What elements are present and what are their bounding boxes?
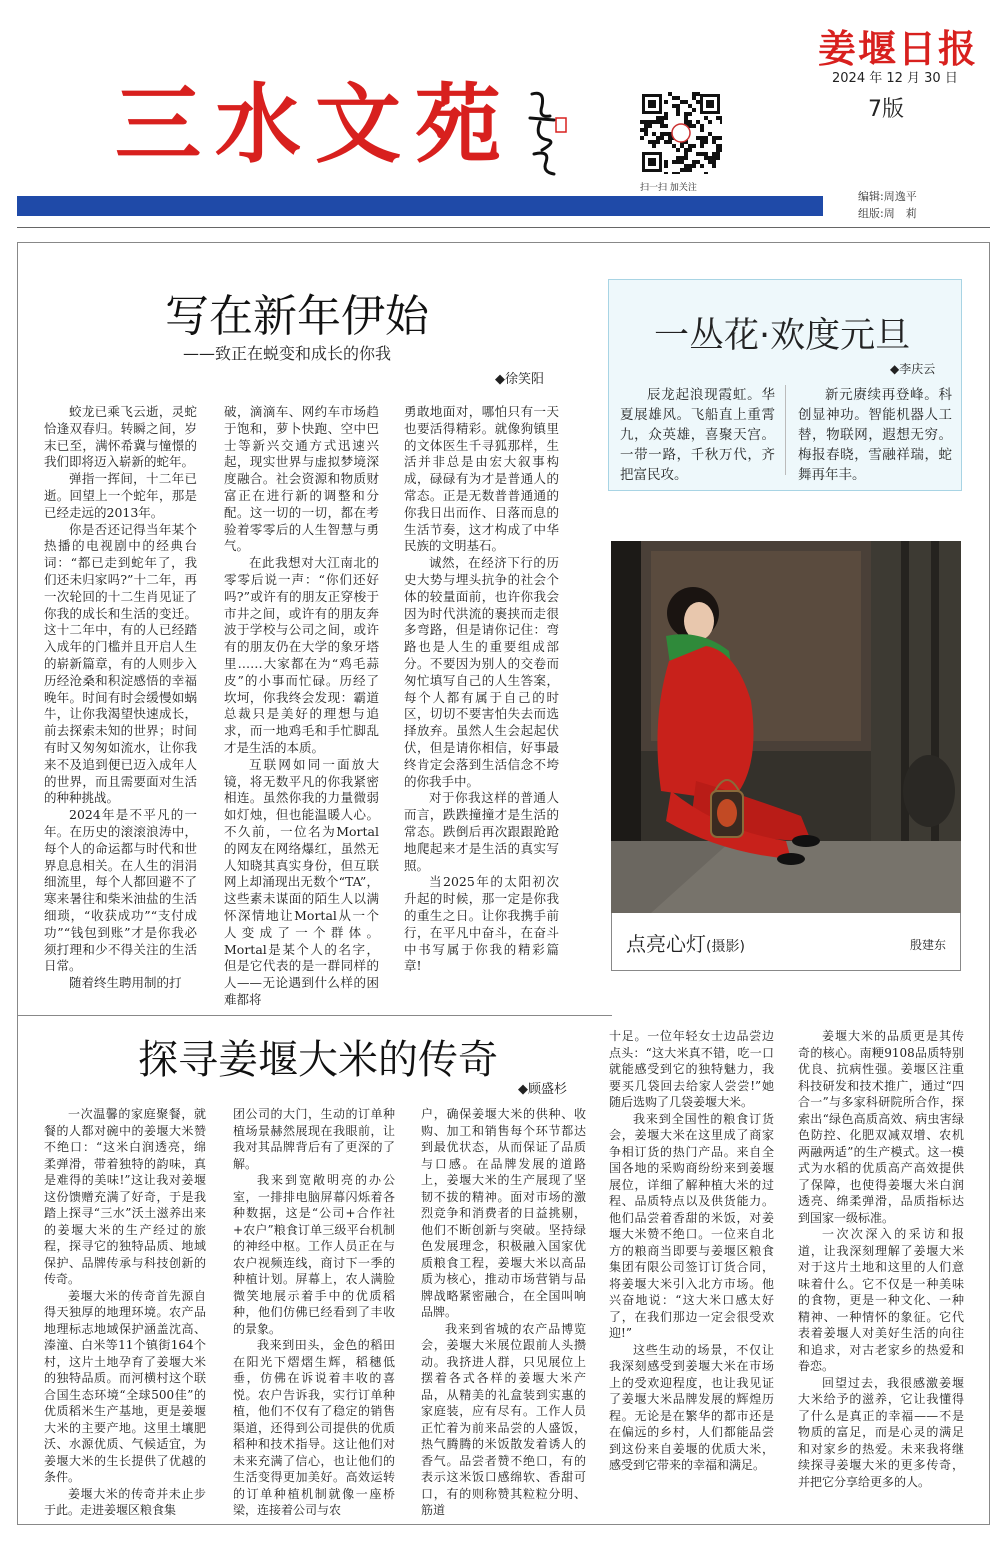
paragraph: 户，确保姜堰大米的供种、收购、加工和销售每个环节都达到最优状态，从而保证了品质与口感。在品牌发展的道路上，姜堰大米的生产展现了坚韧不拔的精神。面对市场的激烈竞争和消费者的日益挑剔，他们不断创新与突破。坚持绿色发展理念，积极融入国家优质粮食工程，姜堰大米以高品质为核心，推动市场营销与品牌战略紧密融合，在全国叫响品牌。 <box>421 1107 586 1319</box>
article1-subtitle: ——致正在蜕变和成长的你我 <box>183 344 392 363</box>
paragraph: 对于你我这样的普通人而言，跌跌撞撞才是生活的常态。跌倒后再次跟跟跄跄地爬起来才是生活的真实写照。 <box>404 790 559 873</box>
article1-column-1 <box>44 404 197 992</box>
photo-title: 点亮心灯 <box>626 932 706 956</box>
paragraph: 随着终生聘用制的打 <box>69 975 182 991</box>
paragraph: 当2025年的太阳初次升起的时候，那一定是你我的重生之日。让你我携手前行，在平凡中奋斗，在奋斗中书写属于你我的精彩篇章! <box>404 874 559 974</box>
editor-name: 编辑:周逸平 <box>858 190 917 203</box>
paragraph: 我来到田头，金色的稻田在阳光下熠熠生辉，稻穗低垂，仿佛在诉说着丰收的喜悦。农户告诉我，实行订单种植，他们不仅有了稳定的销售渠道，还得到公司提供的优质稻种和技术指导。这让他们对未来充满了信心，也让他们的生活变得更加美好。高效运转的订单种植机制就像一座桥梁，连接着公司与农 <box>233 1338 395 1517</box>
article2-column-1 <box>44 1106 206 1519</box>
layout-name: 组版:周 莉 <box>858 207 917 220</box>
article1-column-2 <box>224 404 379 1009</box>
paragraph: 破，滴滴车、网约车市场趋于饱和，萝卜快跑、空中巴士等新兴交通方式迅速兴起，现实世界与虚拟梦境深度融合。社会资源和物质财富正在进行新的调整和分配。这一切的一切，都在考验着零零后的人生智慧与勇气。 <box>224 404 379 554</box>
paragraph: 你是否还记得当年某个热播的电视剧中的经典台词：“都已走到蛇年了，我们还未归家吗?”十二年，再一次轮回的十二生肖见证了你我的成长和生活的变迁。这十二年中，有的人已经踏入成年的门槛并且开启人生的崭新篇章，有的人则步入历经沧桑和积淀感悟的幸福晚年。时间有时会缓慢如蜗牛，让你我渴望快速成长，前去探索未知的世界；时间有时又匆匆如流水，让你我来不及追到便已迈入成年人的世界，而且需要面对生活的种种挑战。 <box>44 521 197 806</box>
photo-woman-with-lantern <box>611 541 961 913</box>
editor-credits <box>858 188 917 222</box>
header-rule <box>17 227 990 228</box>
article1-column-3 <box>404 404 559 975</box>
paragraph: 弹指一挥间，十二年已逝。回望上一个蛇年，那是已经走远的2013年。 <box>44 471 197 520</box>
masthead-title: 三水文苑 <box>115 75 515 175</box>
issue-date: 2024 年 12 月 30 日 <box>832 71 958 86</box>
signature-calligraphy <box>520 88 570 178</box>
poem-title: 一丛花·欢度元旦 <box>654 316 911 356</box>
article2-column-2 <box>233 1106 395 1519</box>
paragraph: 十足。一位年轻女士边品尝边点头：“这大米真不错，吃一口就能感受到它的独特魅力，我要买几袋回去给家人尝尝!”她随后选购了几袋姜堰大米。 <box>609 1029 774 1109</box>
poem-right-stanza <box>798 385 952 485</box>
photo-caption-note: (摄影) <box>706 939 745 955</box>
paragraph: 诚然，在经济下行的历史大势与埋头抗争的社会个体的较量面前，也许你我会因为时代洪流的裹挟而走很多弯路，但是请你记住：弯路也是人生的重要组成部分。不要因为别人的交卷而匆忙填写自己的人生答案，每个人都有属于自己的时区，切切不要害怕失去而选择放弃。虽然人生会起起伏伏，但是请你相信，好事最终肯定会落到生活信念不垮的你我手中。 <box>404 555 559 789</box>
article1-author: ◆徐笑阳 <box>495 372 544 387</box>
poem-author: ◆李庆云 <box>890 362 936 376</box>
paragraph: 这些生动的场景，不仅让我深刻感受到姜堰大米在市场上的受欢迎程度，也让我见证了姜堰大米品牌发展的辉煌历程。无论是在繁华的都市还是在偏远的乡村，人们都能品尝到这份来自姜堰的优质大米，感受到它带来的幸福和满足。 <box>609 1342 774 1472</box>
paragraph: 姜堰大米的品质更是其传奇的核心。南粳9108品质特别优良、抗病性强。姜堰区注重科技研发和技术推广，通过“四合一”与多家科研院所合作，探索出“绿色高质高效、病虫害绿色防控、化肥双减双增、农机两融两适”的生产模式。这一模式为水稻的优质高产高效提供了保障，也使得姜堰大米白润透亮、绵柔弹滑，品质指标达到国家一级标准。 <box>798 1029 964 1225</box>
photo-author: 殷建东 <box>910 938 947 952</box>
article1-title: 写在新年伊始 <box>165 291 429 342</box>
article2-column-5 <box>798 1028 964 1490</box>
signature-text <box>534 90 535 91</box>
poem-left-stanza <box>620 385 775 485</box>
article2-author: ◆顾盛杉 <box>518 1082 567 1097</box>
header-bar <box>17 196 823 216</box>
page-number: 7版 <box>868 97 904 122</box>
paragraph: 团公司的大门，生动的订单种植场景赫然展现在我眼前，让我对其品牌背后有了更深的了解。 <box>233 1107 395 1171</box>
paragraph: 2024年是不平凡的一年。在历史的滚滚浪涛中，每个人的命运都与时代和世界息息相关。在人生的涓涓细流里，每个人都回避不了寒来暑往和柴米油盐的生活细琐，“收获成功”“支付成功”“钱包到账”才是你我必须打理和少不得关注的生活日常。 <box>44 807 197 974</box>
paragraph: 我来到宽敞明亮的办公室，一排排电脑屏幕闪烁着各种数据，这是“公司+合作社+农户”粮食订单三级平台机制的神经中枢。工作人员正在与农户视频连线，商讨下一季的种植计划。屏幕上，农人满脸微笑地展示着手中的优质稻种，他们仿佛已经看到了丰收的景象。 <box>233 1173 395 1336</box>
article2-column-4 <box>609 1028 774 1474</box>
paragraph: 一次温馨的家庭聚餐，就餐的人都对碗中的姜堰大米赞不绝口：“这米白润透亮，绵柔弹滑，带着独特的韵味，真是难得的美味!”这让我对姜堰这份馈赠充满了好奇，于是我踏上探寻“三水”沃土滋养出来的姜堰大米的生产经过的旅程，探寻它的独特品质、地域保护、品牌传承与科技创新的传奇。 <box>44 1107 206 1286</box>
qr-caption: 扫一扫 加关注 <box>640 183 697 193</box>
article2-title: 探寻姜堰大米的传奇 <box>138 1037 498 1083</box>
paragraph: 一次次深入的采访和报道，让我深刻理解了姜堰大米对于这片土地和这里的人们意味着什么。它不仅是一种美味的食物，更是一种文化、一种精神、一种情怀的象征。它代表着姜堰人对美好生活的向往和追求，对古老家乡的热爱和眷恋。 <box>798 1227 964 1373</box>
article2-column-3 <box>421 1106 586 1519</box>
paragraph: 勇敢地面对，哪怕只有一天也要活得精彩。就像狗镇里的文体医生千寻狐那样，生活并非总是由宏大叙事构成，碌碌有为才是普通人的常态。正是无数普普通通的你我日出而作、日落而息的生活节奏，这才构成了中华民族的文明基石。 <box>404 404 559 554</box>
photo-caption <box>626 928 745 957</box>
paragraph: 我来到省城的农产品博览会，姜堰大米展位跟前人头攒动。我挤进人群，只见展位上摆着各式各样的姜堰大米产品，从精美的礼盒装到实惠的家庭装，应有尽有。工作人员正忙着为前来品尝的人盛饭，热气腾腾的米饭散发着诱人的香气。品尝者赞不绝口，有的表示这米饭口感绵软、香甜可口，有的则称赞其粒粒分明、筋道 <box>421 1321 586 1517</box>
section-divider <box>17 1015 612 1016</box>
newspaper-name: 姜堰日报 <box>818 26 979 71</box>
paragraph: 我来到全国性的粮食订货会，姜堰大米在这里成了商家争相订货的热门产品。来自全国各地的采购商纷纷来到姜堰展位，详细了解种植大米的过程、品质特点以及供货能力。他们品尝着香甜的米饭，对姜堰大米赞不绝口。一位来自北方的粮商当即要与姜堰区粮食集团有限公司签订订货合同，将姜堰大米引入北方市场。他兴奋地说：“这大米口感太好了，在我们那边一定会很受欢迎!” <box>609 1111 774 1340</box>
paragraph: 互联网如同一面放大镜，将无数平凡的你我紧密相连。虽然你我的力量微弱如灯烛，但也能温暖人心。不久前，一位名为Mortal的网友在网络爆红，虽然无人知晓其真实身份，但互联网上却涌现出无数个“TA”，这些素未谋面的陌生人以满怀深情地让Mortal从一个人变成了一个群体。Mortal是某个人的名字，但是它代表的是一群同样的人——无论遇到什么样的困难都将 <box>224 756 379 1007</box>
paragraph: 蛟龙已乘飞云逝，灵蛇恰逢双春归。转瞬之间，岁末已至，满怀希冀与憧憬的我们即将迈入崭新的蛇年。 <box>44 404 197 470</box>
poem-divider <box>785 385 786 475</box>
paragraph: 在此我想对大江南北的零零后说一声：“你们还好吗?”或许有的朋友正穿梭于市井之间，或许有的朋友奔波于学校与公司之间，或许有的朋友仍在大学的象牙塔里……大家都在为“鸡毛蒜皮”的小事而忙碌。历经了坎坷，你我终会发现：霸道总裁只是美好的理想与追求，而一地鸡毛和手忙脚乱才是生活的本质。 <box>224 555 379 755</box>
qr-code[interactable] <box>640 92 722 174</box>
paragraph: 回望过去，我很感激姜堰大米给予的滋养，它让我懂得了什么是真正的幸福——不是物质的富足，而是心灵的满足和对家乡的热爱。未来我将继续探寻姜堰大米的更多传奇，并把它分享给更多的人。 <box>798 1375 964 1489</box>
paragraph: 姜堰大米的传奇首先源自得天独厚的地理环境。农产品地理标志地域保护涵盖沈高、溱潼、白米等11个镇街164个村，这片土地孕育了姜堰大米的独特品质。而河横村这个联合国生态环境“全球500佳”的优质稻米生产基地，更是姜堰大米的主要产地。这里土壤肥沃、水源优质、气候适宜，为姜堰大米的生长提供了优越的条件。 <box>44 1288 206 1484</box>
poem-text: 辰龙起浪现霞虹。华夏展雄风。飞船直上重霄九，众英雄，喜聚天宫。一带一路，千秋万代，齐把富民攻。 <box>620 387 775 483</box>
paragraph: 姜堰大米的传奇并未止步于此。走进姜堰区粮食集 <box>44 1486 206 1517</box>
poem-text: 新元赓续再登峰。科创显神功。智能机器人工替，物联网，遐想无穷。梅报春晓，雪融祥瑞，蛇舞再年丰。 <box>798 387 952 483</box>
